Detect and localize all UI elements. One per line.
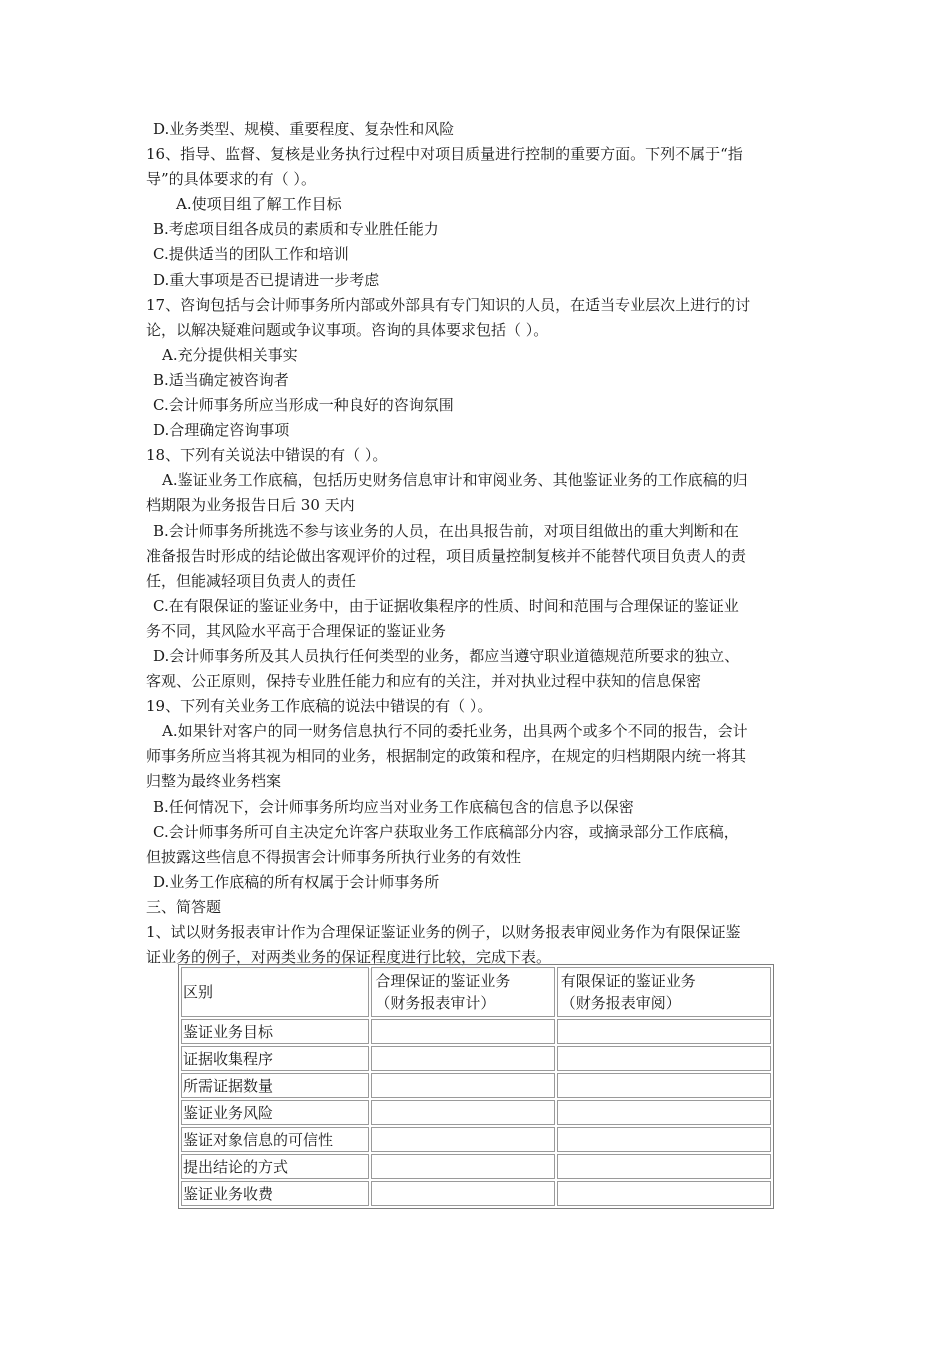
text-line: 17、咨询包括与会计师事务所内部或外部具有专门知识的人员，在适当专业层次上进行的讨 (146, 295, 751, 314)
text-line: 18、下列有关说法中错误的有（ ）。 (146, 446, 388, 465)
text-line: D.会计师事务所及其人员执行任何类型的业务，都应当遵守职业道德规范所要求的独立、 (153, 646, 740, 665)
text-line: 但披露这些信息不得损害会计师事务所执行业务的有效性 (146, 847, 522, 866)
text-line: 导”的具体要求的有（ ）。 (146, 170, 316, 189)
row-label-cell: 鉴证对象信息的可信性 (181, 1127, 369, 1152)
table-row (181, 1181, 771, 1206)
limited-assurance-answer-cell (557, 1100, 771, 1125)
header-reasonable-subtitle: （财务报表审计） (375, 994, 496, 1012)
text-line: 师事务所应当将其视为相同的业务，根据制定的政策和程序，在规定的归档期限内统一将其 (146, 747, 747, 766)
text-line: D.合理确定咨询事项 (153, 421, 290, 440)
header-cell-reasonable-assurance (371, 967, 554, 1017)
text-line: A.如果针对客户的同一财务信息执行不同的委托业务，出具两个或多个不同的报告，会计 (162, 722, 748, 741)
text-line: 档期限为业务报告日后 30 天内 (146, 496, 355, 515)
text-line: A.鉴证业务工作底稿，包括历史财务信息审计和审阅业务、其他鉴证业务的工作底稿的归 (162, 471, 748, 490)
comparison-table (178, 964, 774, 1209)
limited-assurance-answer-cell (557, 1046, 771, 1071)
text-line: 归整为最终业务档案 (146, 772, 282, 791)
row-label-cell: 证据收集程序 (181, 1046, 369, 1071)
text-line: B.任何情况下，会计师事务所均应当对业务工作底稿包含的信息予以保密 (153, 797, 634, 816)
limited-assurance-answer-cell (557, 1019, 771, 1044)
text-line: 论，以解决疑难问题或争议事项。咨询的具体要求包括（ ）。 (146, 320, 549, 339)
table-row (181, 1046, 771, 1071)
table-row (181, 1019, 771, 1044)
text-line: D.业务类型、规模、重要程度、复杂性和风险 (153, 120, 455, 138)
header-limited-subtitle: （财务报表审阅） (560, 994, 681, 1012)
text-line: 客观、公正原则，保持专业胜任能力和应有的关注，并对执业过程中获知的信息保密 (146, 672, 702, 691)
text-line: D.重大事项是否已提请进一步考虑 (153, 270, 380, 289)
text-line: C.会计师事务所可自主决定允许客户获取业务工作底稿部分内容，或摘录部分工作底稿， (153, 822, 739, 841)
text-line: 19、下列有关业务工作底稿的说法中错误的有（ ）。 (146, 697, 493, 716)
text-line: C.会计师事务所应当形成一种良好的咨询氛围 (153, 396, 454, 415)
header-limited-title: 有限保证的鉴证业务 (560, 972, 696, 990)
text-line: D.业务工作底稿的所有权属于会计师事务所 (153, 872, 440, 891)
header-cell-limited-assurance (557, 967, 771, 1017)
text-line: A.充分提供相关事实 (162, 345, 298, 364)
text-line: C.提供适当的团队工作和培训 (153, 245, 349, 264)
table-row (181, 1127, 771, 1152)
text-line: B.考虑项目组各成员的素质和专业胜任能力 (153, 220, 439, 239)
text-line: B.适当确定被咨询者 (153, 370, 289, 389)
limited-assurance-answer-cell (557, 1154, 771, 1179)
reasonable-assurance-answer-cell (371, 1181, 554, 1206)
limited-assurance-answer-cell (557, 1073, 771, 1098)
table-row (181, 1100, 771, 1125)
limited-assurance-answer-cell (557, 1127, 771, 1152)
question-text (146, 117, 814, 970)
reasonable-assurance-answer-cell (371, 1127, 554, 1152)
row-label-cell: 鉴证业务风险 (181, 1100, 369, 1125)
row-label-cell: 鉴证业务目标 (181, 1019, 369, 1044)
text-line: 任，但能减轻项目负责人的责任 (146, 571, 357, 590)
text-line: 务不同，其风险水平高于合理保证的鉴证业务 (146, 621, 447, 640)
reasonable-assurance-answer-cell (371, 1019, 554, 1044)
text-line: 1、试以财务报表审计作为合理保证鉴证业务的例子，以财务报表审阅业务作为有限保证鉴 (146, 923, 741, 941)
header-cell-difference: 区别 (181, 967, 369, 1017)
text-line: A.使项目组了解工作目标 (176, 195, 342, 214)
row-label-cell: 所需证据数量 (181, 1073, 369, 1098)
text-line: B.会计师事务所挑选不参与该业务的人员，在出具报告前，对项目组做出的重大判断和在 (153, 521, 739, 540)
text-line: 三、简答题 (146, 897, 222, 916)
text-line: 证业务的例子，对两类业务的保证程度进行比较，完成下表。 (146, 948, 552, 967)
table-row (181, 1073, 771, 1098)
text-line: 16、指导、监督、复核是业务执行过程中对项目质量进行控制的重要方面。下列不属于“指 (146, 145, 743, 164)
row-label-cell: 提出结论的方式 (181, 1154, 369, 1179)
reasonable-assurance-answer-cell (371, 1100, 554, 1125)
limited-assurance-answer-cell (557, 1181, 771, 1206)
row-label-cell: 鉴证业务收费 (181, 1181, 369, 1206)
table-header-row (181, 967, 771, 1017)
reasonable-assurance-answer-cell (371, 1154, 554, 1179)
reasonable-assurance-answer-cell (371, 1073, 554, 1098)
text-line: C.在有限保证的鉴证业务中，由于证据收集程序的性质、时间和范围与合理保证的鉴证业 (153, 596, 739, 615)
reasonable-assurance-answer-cell (371, 1046, 554, 1071)
text-line: 准备报告时形成的结论做出客观评价的过程，项目质量控制复核并不能替代项目负责人的责 (146, 546, 747, 565)
table-row (181, 1154, 771, 1179)
header-reasonable-title: 合理保证的鉴证业务 (375, 972, 511, 990)
